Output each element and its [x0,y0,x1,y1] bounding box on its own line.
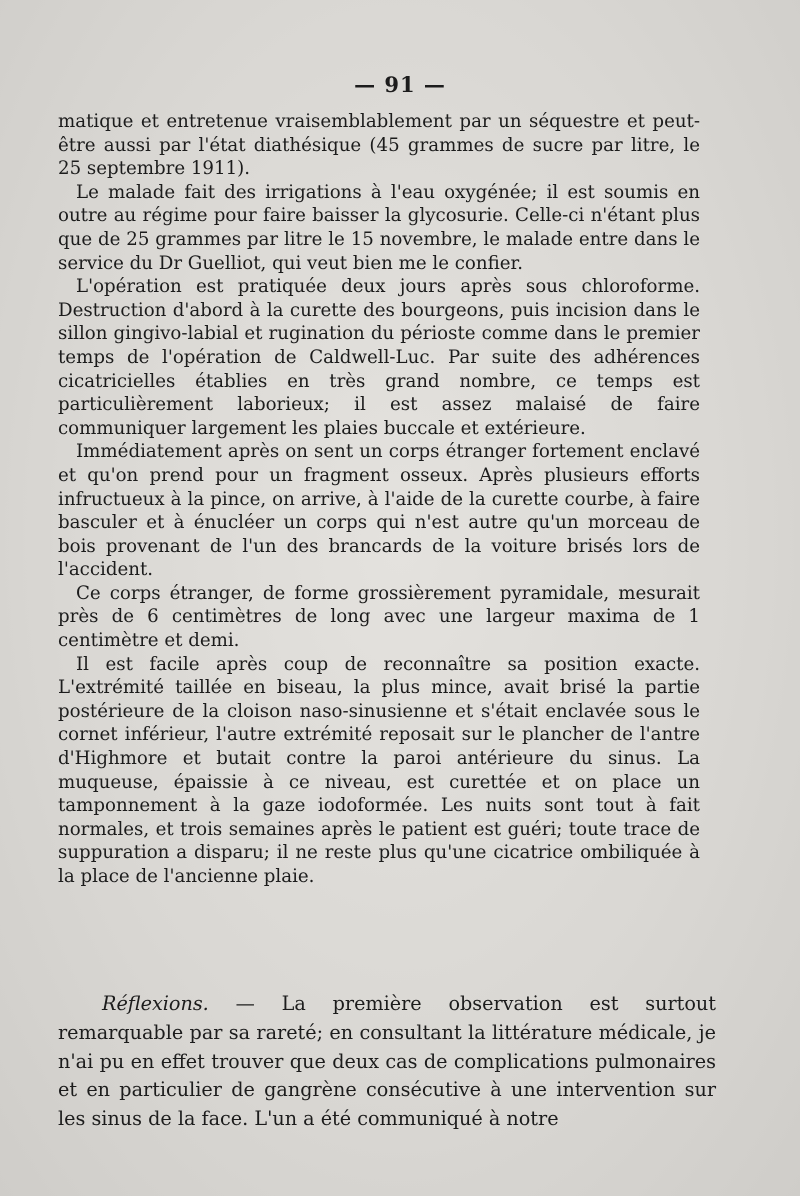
paragraph-treatment: Le malade fait des irrigations à l'eau oxygénée; il est soumis en outre au régime pour faire baisser la glycosurie. Celle-ci n'étant plus que de 25 grammes par litre le 15 novembre, le malade entre dans le service du Dr Guelliot, qui veut bien me le confier. [58,181,700,274]
reflexions-text: — La première observation est surtout remarquable par sa rareté; en consultant la littérature médicale, je n'ai pu en effet trouver que deux cas de complications pulmonaires et en particulier de gangrène consécutive à une intervention sur les sinus de la face. L'un a été communiqué à notre [58,992,716,1131]
page-number: — 91 — [354,72,446,97]
paragraph-position: Il est facile après coup de reconnaître sa position exacte. L'extrémité taillée en biseau, la plus mince, avait brisé la partie postérieure de la cloison naso-sinusienne et s'était enclavée sous le cornet inférieur, l'autre extrémité reposait sur le plancher de l'antre d'Highmore et butait contre la paroi antérieure du sinus. La muqueuse, épaissie à ce niveau, est curettée et on place un tamponnement à la gaze iodoformée. Les nuits sont tout à fait normales, et trois semaines après le patient est guéri; toute trace de suppuration a disparu; il ne reste plus qu'une cicatrice ombiliquée à la place de l'ancienne plaie. [58,653,700,887]
paragraph-foreign-body: Immédiatement après on sent un corps étranger fortement enclavé et qu'on prend pour un fragment osseux. Après plusieurs efforts infructueux à la pince, on arrive, à l'aide de la curette courbe, à faire basculer et à énucléer un corps qui n'est autre qu'un morceau de bois provenant de l'un des brancards de la voiture brisés lors de l'accident. [58,441,700,581]
reflexions-section [58,990,716,1134]
paragraph-continuation: matique et entretenue vraisemblablement par un séquestre et peut-être aussi par l'état diathésique (45 grammes de sucre par litre, le 25 septembre 1911). [58,111,700,180]
reflexions-label: Réflexions. [102,992,209,1015]
reflexions-paragraph [58,990,716,1134]
paragraph-operation: L'opération est pratiquée deux jours après sous chloroforme. Destruction d'abord à la curette des bourgeons, puis incision dans le sillon gingivo-labial et rugination du périoste comme dans le premier temps de l'opération de Caldwell-Luc. Par suite des adhérences cicatricielles établies en très grand nombre, ce temps est particulièrement laborieux; il est assez malaisé de faire communiquer largement les plaies buccale et extérieure. [58,276,700,439]
paragraph-dimensions: Ce corps étranger, de forme grossièrement pyramidale, mesurait près de 6 centimètres de long avec une largeur maxima de 1 centimètre et demi. [58,582,700,652]
page-body [58,110,700,889]
